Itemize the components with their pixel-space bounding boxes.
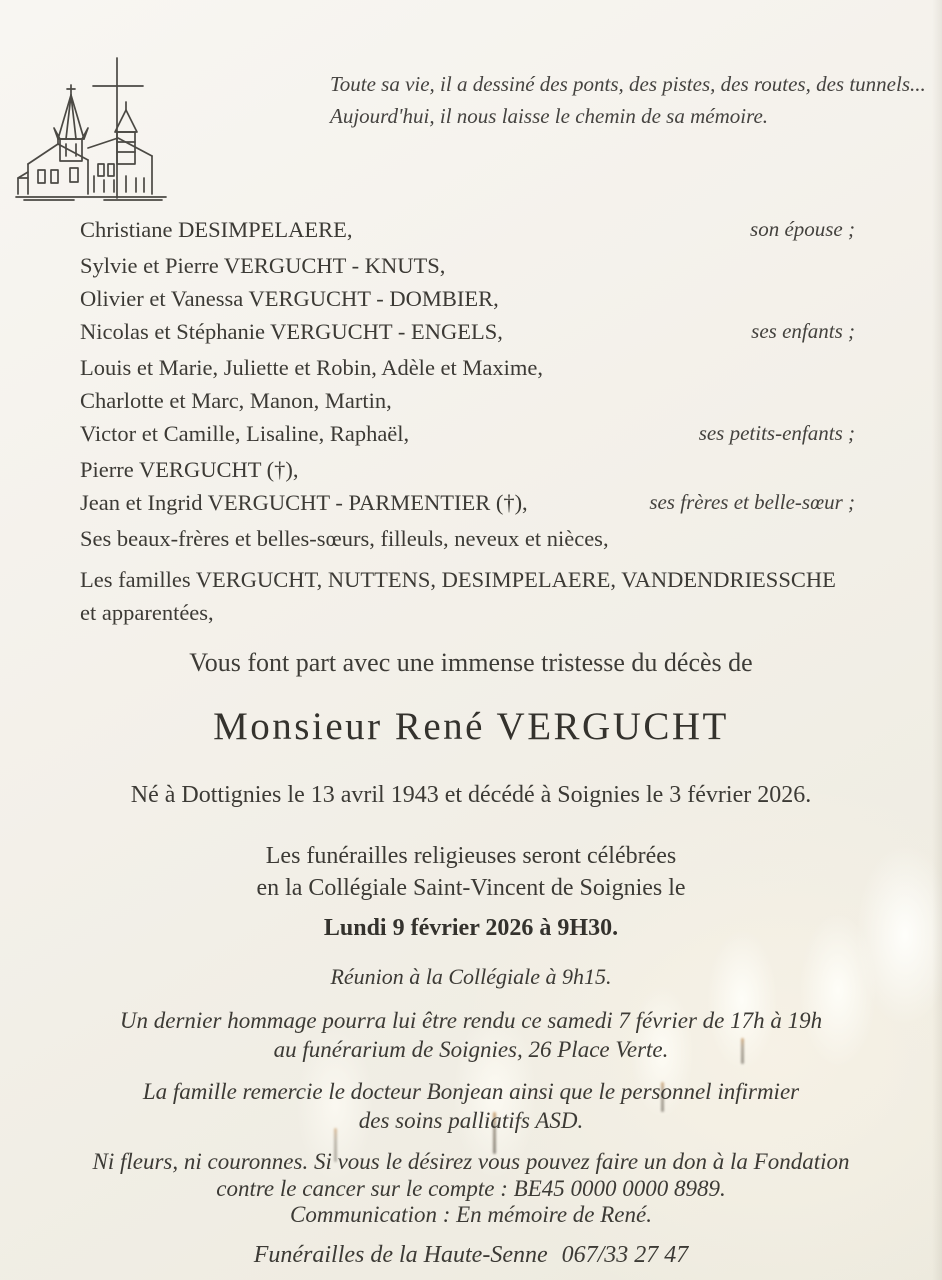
family-line: Pierre VERGUCHT (†), [80,457,299,482]
family-group-children [80,249,855,348]
family-names [80,213,352,246]
funeral-details [0,840,942,904]
thanks-note [0,1077,942,1135]
family-line: Sylvie et Pierre VERGUCHT - KNUTS, [80,253,446,278]
family-group-grandchildren [80,351,855,450]
epigraph-line-1: Toute sa vie, il a dessiné des ponts, des pistes, des routes, des tunnels... [330,72,926,96]
family-names [80,563,836,629]
donation-line-3: Communication : En mémoire de René. [290,1202,652,1227]
life-dates: Né à Dottignies le 13 avril 1943 et décédé à Soignies le 3 février 2026. [130,782,812,808]
family-names [80,351,543,450]
family-group-spouse [80,213,855,246]
relation-label-siblings: ses frères et belle-sœur ; [649,490,855,514]
funeral-line-1: Les funérailles religieuses seront célébrées [265,843,677,869]
epigraph [330,68,926,132]
homage-line-1: Un dernier hommage pourra lui être rendu ce samedi 7 février de 17h à 19h [119,1008,823,1033]
family-line: Olivier et Vanessa VERGUCHT - DOMBIER, [80,286,499,311]
family-line: Louis et Marie, Juliette et Robin, Adèle et Maxime, [80,355,544,380]
church-icon [14,52,254,204]
epigraph-line-2: Aujourd'hui, il nous laisse le chemin de sa mémoire. [330,104,769,128]
relation-label-spouse: son épouse ; [750,217,855,241]
family-group-siblings [80,453,855,519]
family-line: et apparentées, [80,600,214,625]
family-line: Charlotte et Marc, Manon, Martin, [80,388,392,413]
family-line: Nicolas et Stéphanie VERGUCHT - ENGELS, [80,319,503,344]
family-line: Victor et Camille, Lisaline, Raphaël, [80,421,410,446]
family-line: Les familles VERGUCHT, NUTTENS, DESIMPELAERE, VANDENDRIESSCHE [80,567,836,592]
donation-line-1: Ni fleurs, ni couronnes. Si vous le désirez vous pouvez faire un don à la Fondation [92,1149,850,1174]
homage-note [0,1006,942,1064]
funeral-line-2: en la Collégiale Saint-Vincent de Soignies le [256,875,686,901]
family-line: Ses beaux-frères et belles-sœurs, filleuls, neveux et nièces, [80,526,609,551]
family-line: Christiane DESIMPELAERE, [80,217,353,242]
relation-label-grandchildren: ses petits-enfants ; [698,421,855,445]
family-names [80,522,609,555]
donation-note [0,1149,942,1229]
family-names [80,453,528,519]
funeral-home-footer [0,1242,942,1269]
thanks-line-2: des soins palliatifs ASD. [358,1108,584,1133]
family-names [80,249,503,348]
meeting-note: Réunion à la Collégiale à 9h15. [330,964,612,989]
announcement-sentence: Vous font part avec une immense tristesse du décès de [189,648,753,677]
family-line: Jean et Ingrid VERGUCHT - PARMENTIER (†), [80,490,528,515]
funeral-datetime: Lundi 9 février 2026 à 9H30. [323,915,619,941]
relation-label-children: ses enfants ; [751,319,855,343]
funeral-home-name: Funérailles de la Haute-Senne [253,1242,548,1268]
donation-line-2: contre le cancer sur le compte : BE45 0000 0000 8989. [216,1175,726,1201]
family-group-extended [80,563,855,629]
thanks-line-1: La famille remercie le docteur Bonjean ainsi que le personnel infirmier [142,1079,800,1104]
family-list [80,213,855,632]
homage-line-2: au funérarium de Soignies, 26 Place Verte. [273,1037,669,1062]
funeral-home-phone: 067/33 27 47 [561,1242,689,1268]
family-group-inlaws [80,522,855,555]
deceased-name: Monsieur René VERGUCHT [213,705,729,748]
